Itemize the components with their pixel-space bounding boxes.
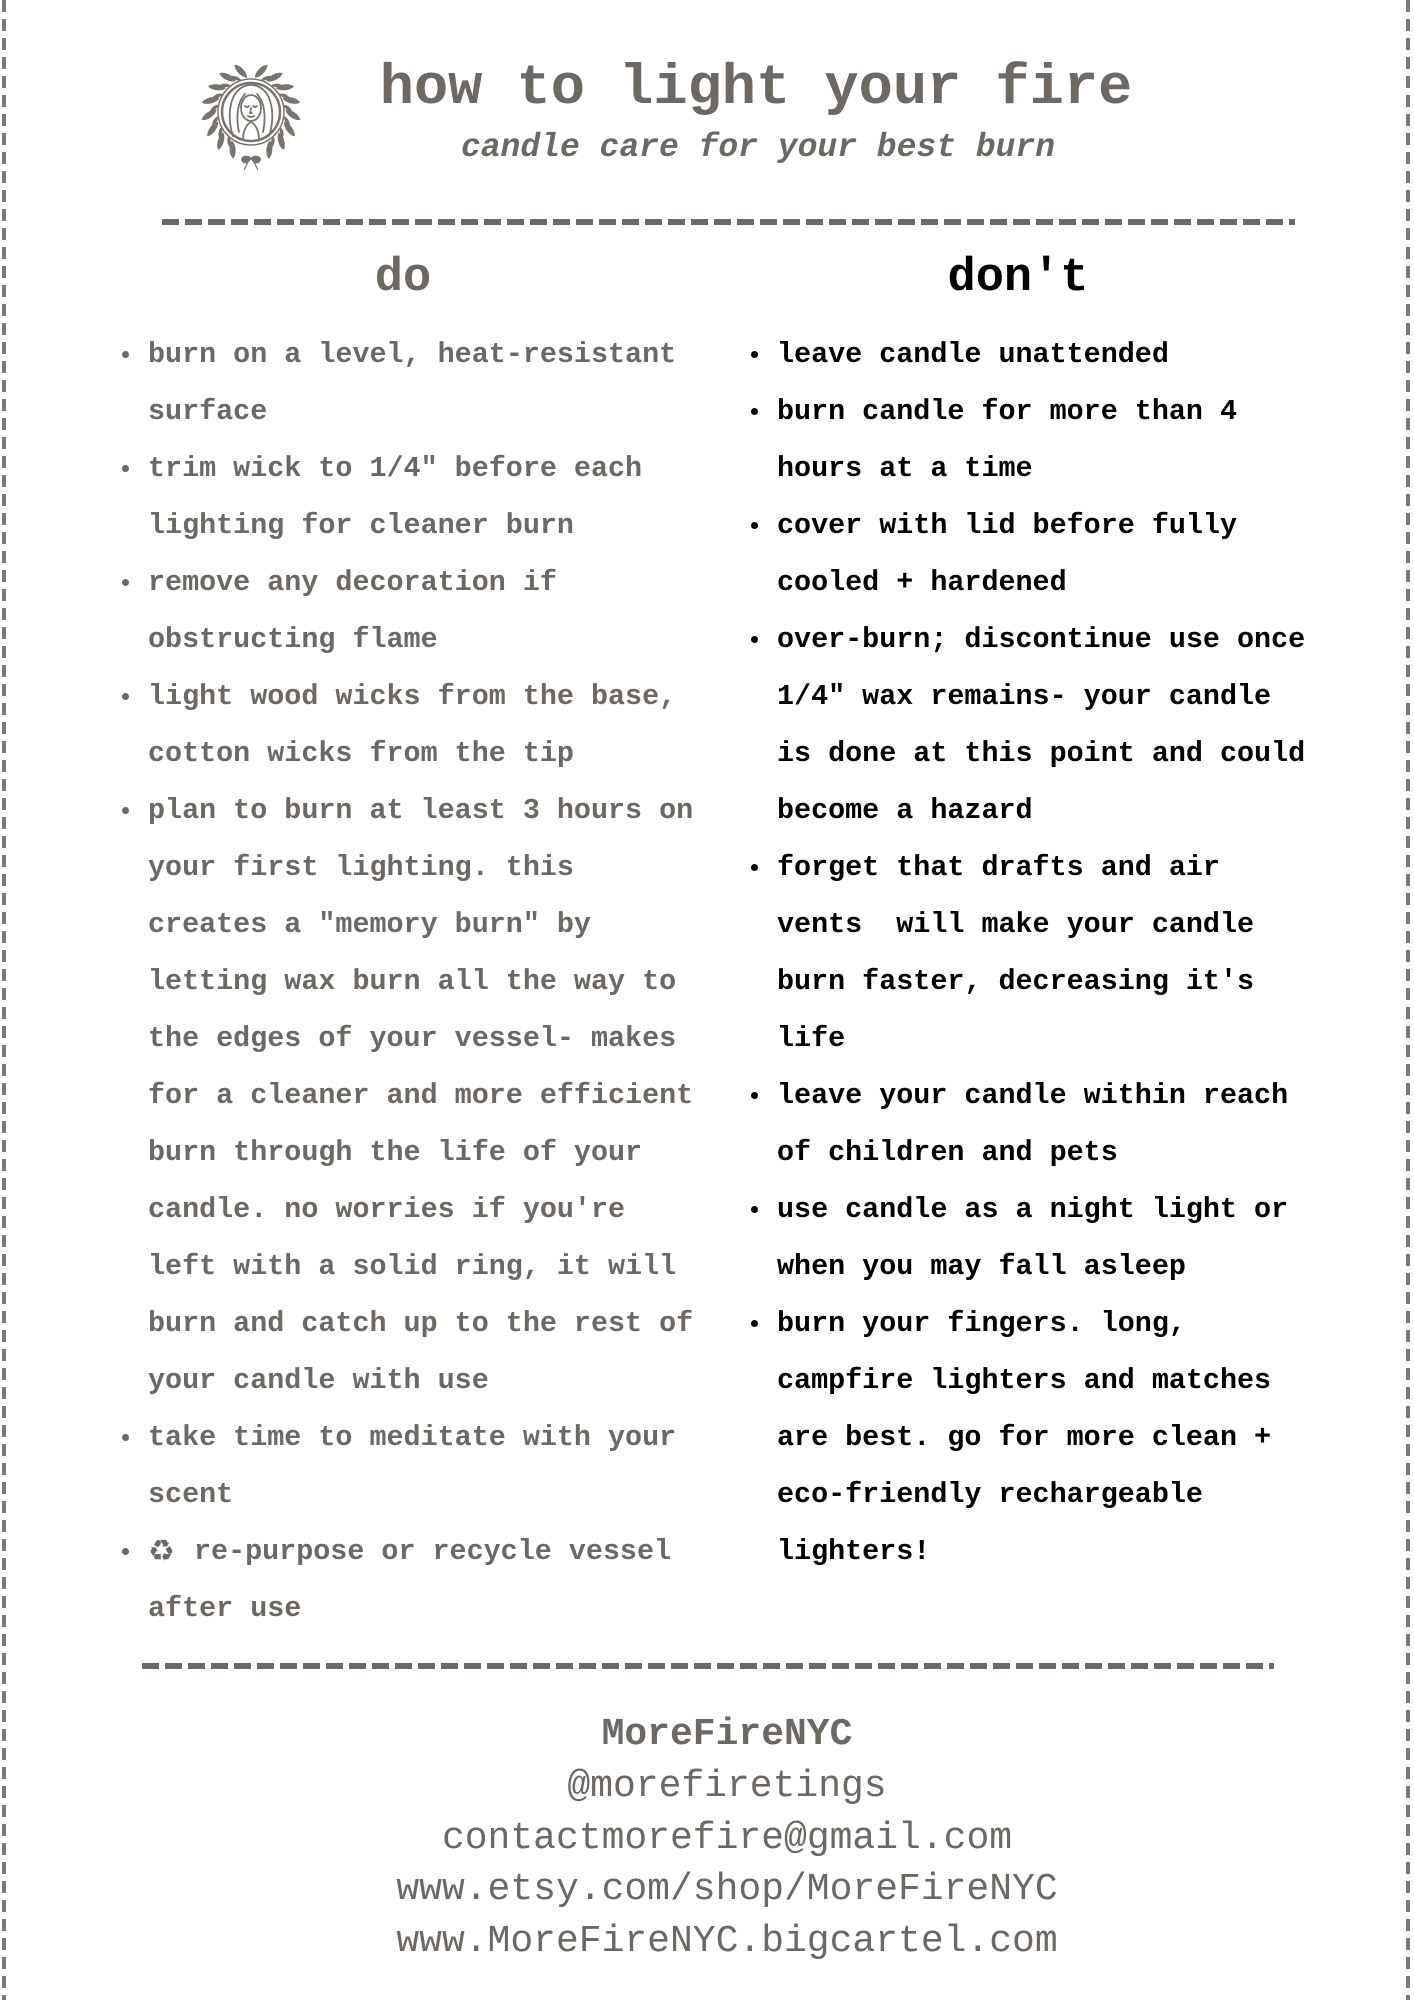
dont-list-item	[777, 1295, 1314, 1580]
do-list-item	[148, 668, 702, 782]
dont-item-text: burn your fingers. long, campfire lighters and matches are best. go for more clean + eco-friendly rechargeable lighters!	[777, 1307, 1289, 1568]
dashed-divider-top	[162, 219, 1295, 225]
social-handle: @morefiretings	[567, 1764, 887, 1808]
dont-item-text: over-burn; discontinue use once 1/4" wax remains- your candle is done at this point and could become a hazard	[777, 623, 1323, 827]
do-list-item	[148, 1523, 702, 1637]
dont-item-text: forget that drafts and air vents will make your candle burn faster, decreasing it's life	[777, 851, 1272, 1055]
do-list-item	[148, 554, 702, 668]
do-item-text: burn on a level, heat-resistant surface	[148, 338, 694, 428]
dont-list-item	[777, 839, 1314, 1067]
dont-item-text: leave your candle within reach of children and pets	[777, 1079, 1306, 1169]
etsy-url: www.etsy.com/shop/MoreFireNYC	[396, 1868, 1058, 1912]
dont-item-text: burn candle for more than 4 hours at a time	[777, 395, 1255, 485]
contact-footer	[227, 1709, 1227, 1968]
do-list-item	[148, 440, 702, 554]
dont-item-text: use candle as a night light or when you may fall asleep	[777, 1193, 1306, 1283]
recycle-icon	[148, 1523, 194, 1580]
dont-list-item	[777, 383, 1314, 497]
dont-heading: don't	[947, 252, 1089, 305]
dont-item-text: leave candle unattended	[777, 338, 1169, 371]
dont-item-text: cover with lid before fully cooled + hardened	[777, 509, 1255, 599]
do-list	[148, 326, 711, 1637]
dont-list-item	[777, 497, 1314, 611]
do-list-item	[148, 1409, 702, 1523]
do-item-text: remove any decoration if obstructing flame	[148, 566, 574, 656]
do-item-text: take time to meditate with your scent	[148, 1421, 694, 1511]
page-subtitle: candle care for your best burn	[460, 129, 1056, 166]
do-item-text: plan to burn at least 3 hours on your first lighting. this creates a "memory burn" by letting wax burn all the way to the edges of your vessel- makes for a cleaner and more efficient burn through the life of your candle. no worries if you're left with a solid ring, it will burn and catch up to the rest of your candle with use	[148, 794, 711, 1397]
do-item-text: trim wick to 1/4" before each lighting for cleaner burn	[148, 452, 660, 542]
dont-list-item	[777, 1067, 1314, 1181]
bigcartel-url: www.MoreFireNYC.bigcartel.com	[396, 1920, 1058, 1963]
do-item-text: light wood wicks from the base, cotton wicks from the tip	[148, 680, 694, 770]
mouth	[248, 116, 254, 117]
do-list-item	[148, 326, 702, 440]
page-border-right	[1406, 0, 1410, 2000]
contact-email: contactmorefire@gmail.com	[441, 1816, 1013, 1860]
dashed-divider-bottom	[142, 1663, 1274, 1669]
eye-left	[245, 106, 249, 107]
dont-list-item	[777, 326, 1314, 383]
do-list-item	[148, 782, 711, 1409]
page-border-left	[2, 0, 6, 2000]
do-heading: do	[374, 252, 432, 305]
dont-list-item	[777, 611, 1323, 839]
brand-name: MoreFireNYC	[601, 1713, 853, 1756]
dont-list-item	[777, 1181, 1314, 1295]
do-item-text: re-purpose or recycle vessel after use	[148, 1535, 689, 1625]
page-title: how to light your fire	[379, 57, 1133, 121]
dont-list	[777, 326, 1323, 1580]
